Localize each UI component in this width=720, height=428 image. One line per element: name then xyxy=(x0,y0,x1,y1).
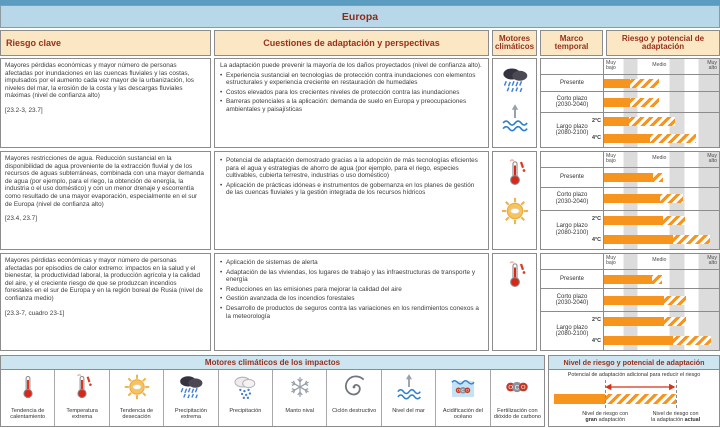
bars-present xyxy=(604,167,719,187)
adaptation-potential-arrow-icon xyxy=(605,383,675,391)
driver-legend-label: Manto nival xyxy=(285,408,315,414)
extreme-temperature-icon xyxy=(500,260,530,290)
bars-near-term xyxy=(604,288,719,311)
risk-bar xyxy=(604,98,719,107)
risk-scale-header xyxy=(604,254,719,269)
scale-label-very-high: Muy alto xyxy=(707,60,717,72)
driver-legend-item xyxy=(164,370,218,426)
column-header-key-risk: Riesgo clave xyxy=(0,30,211,56)
risk-legend-graphic xyxy=(554,380,714,408)
adaptation-intro: La adaptación puede prevenir la mayoría de los daños proyectados (nivel de confianza alto). xyxy=(220,62,482,69)
scale-label-very-low: Muy bajo xyxy=(606,60,616,72)
risk-bar-with-adaptation xyxy=(604,235,673,244)
extreme-temperature-icon xyxy=(500,158,530,188)
adaptation-cell xyxy=(214,151,489,250)
risk-row-water-restrictions xyxy=(0,151,720,250)
ocean-acidification-icon xyxy=(449,373,477,406)
temp-4c-label: 4°C xyxy=(591,135,601,142)
section-reference: [23.3-7, cuadro 23-1] xyxy=(5,309,65,317)
climatic-drivers-cell xyxy=(492,151,537,250)
region-header-band xyxy=(0,5,720,28)
risk-bar-with-adaptation xyxy=(604,317,664,326)
section-reference: [23.4, 23.7] xyxy=(5,215,37,223)
risk-bar-with-adaptation xyxy=(604,134,650,143)
driver-legend-item xyxy=(110,370,164,426)
svg-text:O: O xyxy=(465,387,469,393)
drivers-legend-title: Motores climáticos de los impactos xyxy=(1,356,544,370)
risk-bar xyxy=(604,194,719,203)
extreme-precipitation-icon xyxy=(177,373,205,406)
risk-scale-header xyxy=(604,59,719,74)
risk-bar-with-adaptation xyxy=(604,194,660,203)
column-header-risk-potential: Riesgo y potencial de adaptación xyxy=(606,30,720,56)
risk-bar-with-adaptation xyxy=(604,216,663,225)
drivers-legend-items xyxy=(1,370,544,426)
risk-bar xyxy=(604,79,719,88)
risk-bar-with-adaptation xyxy=(604,117,629,126)
risk-bar-with-adaptation xyxy=(604,275,652,284)
timeframe-risk-cell xyxy=(540,253,720,351)
temp-4c-label: 4°C xyxy=(591,237,601,244)
risk-legend-body xyxy=(549,370,719,426)
temp-2c-label: 2°C xyxy=(591,317,601,324)
adaptation-bullet: • Desarrollo de productos de seguros contra las variaciones en los rendimientos conexos a la meteorología xyxy=(220,305,483,320)
adaptation-bullet: • Gestión avanzada de los incendios forestales xyxy=(220,295,483,303)
legend-label-high-adaptation: Nivel de riesgo con gran adaptación xyxy=(582,411,629,423)
driver-legend-label: Tendencia de desecación xyxy=(119,408,154,421)
risk-bar xyxy=(604,235,719,244)
extreme-temperature-icon xyxy=(68,373,96,406)
adaptation-bullet: • Barreras potenciales a la aplicación: demanda de suelo en Europa y preocupaciones ambientales y paisajísticas xyxy=(220,98,483,113)
driver-legend-label: Ciclón destructivo xyxy=(332,408,377,414)
bars-near-term xyxy=(604,91,719,112)
scale-label-medium: Medio xyxy=(652,62,667,68)
driver-legend-item xyxy=(436,370,490,426)
timeframe-long-term: Largo plazo (2080-2100) 2°C 4°C xyxy=(541,311,604,350)
drying-trend-icon xyxy=(123,373,151,406)
svg-text:O: O xyxy=(508,385,514,392)
warming-trend-icon xyxy=(14,373,42,406)
timeframe-near-term: Corto plazo (2030-2040) xyxy=(541,288,604,311)
snow-cover-icon xyxy=(286,373,314,406)
sea-level-icon xyxy=(395,373,423,406)
region-title: Europa xyxy=(341,10,379,23)
timeframe-risk-cell xyxy=(540,58,720,148)
driver-legend-item xyxy=(1,370,55,426)
driver-legend-label: Fertilización con dióxido de carbono xyxy=(493,408,541,421)
scale-label-very-low: Muy bajo xyxy=(606,153,616,165)
legend-risk-bar xyxy=(554,394,714,404)
timeframe-present: Presente xyxy=(541,269,604,288)
risk-bar-with-adaptation xyxy=(604,98,630,107)
drying-trend-icon xyxy=(500,196,530,226)
driver-legend-item xyxy=(55,370,109,426)
bars-long-term xyxy=(604,311,719,350)
risk-bar xyxy=(604,216,719,225)
scale-corner xyxy=(541,254,604,269)
timeframe-risk-cell xyxy=(540,151,720,250)
column-header-climatic-drivers: Motores climáticos xyxy=(492,30,537,56)
svg-text:O: O xyxy=(521,385,526,392)
bars-long-term xyxy=(604,112,719,147)
key-risk-text: Mayores pérdidas económicas y mayor número de personas afectadas por episodios de calor extremo: impactos en la salud y el bienestar, la productividad laboral, la producción agrícola y la calidad del aire, y el creciente riesgo de que se produzcan incendios forestales en el sur de Europa y en la región boreal de Rusia (nivel de confianza medio) xyxy=(5,257,203,302)
adaptation-bullet: • Costos elevados para los crecientes niveles de protección contra las inundaciones xyxy=(220,89,483,97)
key-risk-cell xyxy=(0,58,211,148)
risk-legend-title: Nivel de riesgo y potencial de adaptación xyxy=(549,356,719,370)
timeframe-present: Presente xyxy=(541,167,604,187)
driver-legend-label: Acidificación del océano xyxy=(442,408,484,421)
risk-bar-with-adaptation xyxy=(604,173,653,182)
column-header-adaptation: Cuestiones de adaptación y perspectivas xyxy=(214,30,489,56)
risk-row-floods xyxy=(0,58,720,148)
driver-legend-label: Tendencia de calentamiento xyxy=(10,408,46,421)
climatic-drivers-cell xyxy=(492,253,537,351)
risk-bar xyxy=(604,336,719,345)
scale-corner xyxy=(541,59,604,74)
adaptation-bullet: • Aplicación de sistemas de alerta xyxy=(220,259,483,267)
bar-line-2c xyxy=(604,312,719,331)
risk-row-extreme-heat xyxy=(0,253,720,351)
legend-dash-right xyxy=(676,380,677,408)
driver-legend-item xyxy=(219,370,273,426)
bar-line-2c xyxy=(604,113,719,130)
svg-text:O: O xyxy=(456,387,461,393)
risk-bar-with-adaptation xyxy=(604,79,630,88)
scale-corner xyxy=(541,152,604,167)
adaptation-cell xyxy=(214,253,489,351)
driver-legend-label: Precipitación xyxy=(229,408,262,414)
driver-legend-item xyxy=(382,370,436,426)
bars-present xyxy=(604,269,719,288)
risk-legend-labels xyxy=(554,411,714,425)
section-reference: [23.2-3, 23.7] xyxy=(5,106,43,114)
temp-4c-label: 4°C xyxy=(591,338,601,345)
timeframe-near-term: Corto plazo (2030-2040) xyxy=(541,91,604,112)
key-risk-text: Mayores restricciones de agua. Reducción sustancial en la disponibilidad de agua proveniente de la extracción fluvial y de los recursos de aguas subterráneas, combinada con una mayor demanda de agua (por ejemplo, para el riego, la obtención de energía, la industria o el uso doméstico) y con un menor drenaje y escorrentía como resultado de una mayor evaporación, especialmente en el sur de Europa (nivel de confianza alto) xyxy=(5,155,204,208)
timeframe-long-term: Largo plazo (2080-2100) 2°C 4°C xyxy=(541,210,604,249)
adaptation-cell xyxy=(214,58,489,148)
risk-bar xyxy=(604,173,719,182)
precipitation-icon xyxy=(231,373,259,406)
bar-line-4c xyxy=(604,130,719,147)
driver-legend-label: Temperatura extrema xyxy=(66,408,98,421)
driver-legend-label: Nivel del mar xyxy=(392,408,425,414)
adaptation-bullet: • Potencial de adaptación demostrado gracias a la adopción de más tecnologías eficientes para el agua y estrategias de ahorro de agua (por ejemplo, para el riego, especies cultivables, cubierta terrestre, industrias o uso doméstico) xyxy=(220,157,483,180)
risk-bar-with-adaptation xyxy=(604,296,664,305)
extreme-precipitation-icon xyxy=(500,65,530,95)
risk-legend-subtitle: Potencial de adaptación adicional para reducir el riesgo xyxy=(567,372,701,378)
damaging-cyclone-icon xyxy=(340,373,368,406)
risk-bar-with-adaptation xyxy=(604,336,673,345)
risk-bar xyxy=(604,317,719,326)
bar-line-4c xyxy=(604,331,719,350)
svg-text:C: C xyxy=(461,387,465,393)
legend-bar-solid xyxy=(554,394,605,404)
key-risk-text: Mayores pérdidas económicas y mayor número de personas afectadas por inundaciones en las cuencas fluviales y las costas, impulsados por el aumento cada vez mayor de la urbanización, los niveles del mar, la erosión de la costa y las descargas fluviales máximas (nivel de confianza alto) xyxy=(5,62,194,100)
driver-legend-item xyxy=(491,370,544,426)
driver-legend-item xyxy=(327,370,381,426)
risk-level-legend xyxy=(548,355,720,427)
bars-present xyxy=(604,74,719,91)
timeframe-near-term: Corto plazo (2030-2040) xyxy=(541,187,604,210)
bar-line-4c xyxy=(604,230,719,249)
bar-line-2c xyxy=(604,211,719,230)
key-risk-cell xyxy=(0,253,211,351)
svg-text:C: C xyxy=(515,384,520,392)
scale-label-medium: Medio xyxy=(652,155,667,161)
key-risk-cell xyxy=(0,151,211,250)
scale-label-very-high: Muy alto xyxy=(707,153,717,165)
risk-bar xyxy=(604,275,719,284)
risk-scale-header xyxy=(604,152,719,167)
timeframe-long-term: Largo plazo (2080-2100) 2°C 4°C xyxy=(541,112,604,147)
sea-level-icon xyxy=(500,103,530,133)
climatic-drivers-legend xyxy=(0,355,545,427)
risk-bar xyxy=(604,117,719,126)
adaptation-bullet: • Aplicación de prácticas idóneas e instrumentos de gobernanza en los planes de gestión de las cuencas fluviales y la gestión integrada de los recursos hídricos xyxy=(220,182,483,197)
co2-fertilization-icon xyxy=(503,373,531,406)
bars-long-term xyxy=(604,210,719,249)
timeframe-present: Presente xyxy=(541,74,604,91)
temp-2c-label: 2°C xyxy=(591,118,601,125)
temp-2c-label: 2°C xyxy=(591,215,601,222)
risk-bar xyxy=(604,134,719,143)
legend-label-current-adaptation: Nivel de riesgo con la adaptación actual xyxy=(651,411,701,423)
climatic-drivers-cell xyxy=(492,58,537,148)
adaptation-bullet: • Reducciones en las emisiones para mejorar la calidad del aire xyxy=(220,286,483,294)
adaptation-bullet: • Experiencia sustancial en tecnologías de protección contra inundaciones con elementos estructurales y experiencia creciente en restauración de humedales xyxy=(220,72,483,87)
adaptation-bullet: • Adaptación de las viviendas, los lugares de trabajo y las infraestructuras de transporte y energía xyxy=(220,269,483,284)
driver-legend-label: Precipitación extrema xyxy=(174,408,207,421)
column-header-timeframe: Marco temporal xyxy=(540,30,603,56)
bars-near-term xyxy=(604,187,719,210)
driver-legend-item xyxy=(273,370,327,426)
scale-label-medium: Medio xyxy=(652,257,667,263)
scale-label-very-low: Muy bajo xyxy=(606,255,616,267)
risk-bar xyxy=(604,296,719,305)
scale-label-very-high: Muy alto xyxy=(707,255,717,267)
